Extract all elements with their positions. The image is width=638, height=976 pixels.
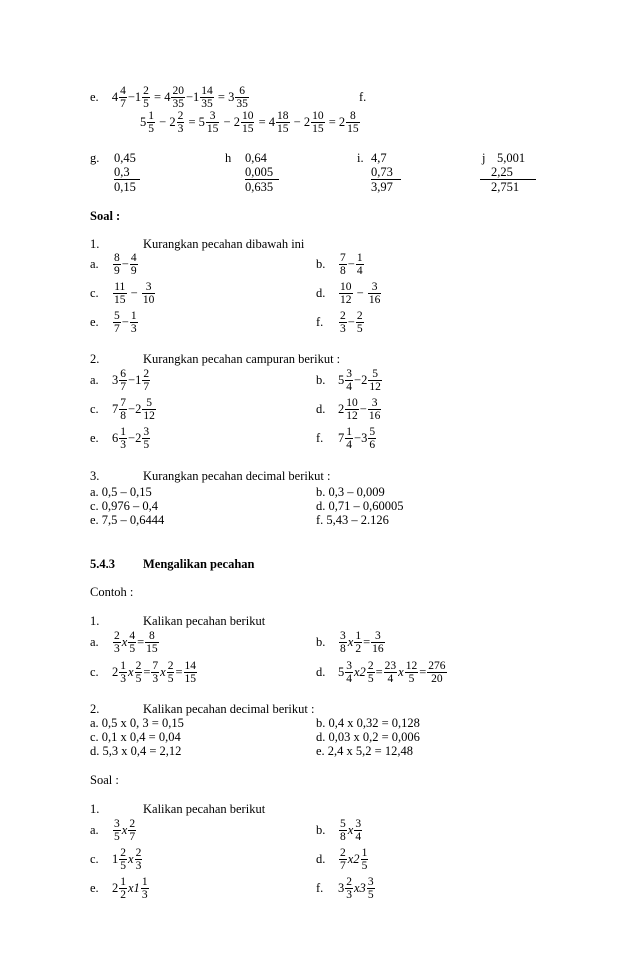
soal-heading: Soal : (90, 209, 121, 223)
soal1-q1-instruction: Kurangkan pecahan dibawah ini (143, 237, 305, 251)
contoh-q2-a: a. 0,5 x 0, 3 = 0,15 (90, 716, 184, 730)
soal2-q1-c: c. 1 $\frac{2}{5}$ x $\frac{2}{3}$ (90, 847, 142, 873)
soal1-q2-d: d. 2 $\frac{10}{12}$ − $\frac{3}{16}$ (316, 397, 381, 423)
contoh-q2-number: 2. (90, 702, 100, 716)
soal1-q3-d: d. 0,71 – 0,60005 (316, 499, 404, 513)
contoh-q1-c: c. 2 $\frac{1}{3}$ x $\frac{2}{5}$ = $\frac{7}{3}$ x $\frac{2}{5}$ = $\frac{14}{15}$ (90, 660, 196, 686)
soal2-heading: Soal : (90, 773, 119, 787)
soal1-q3-a: a. 0,5 – 0,15 (90, 485, 152, 499)
soal2-q1-instruction: Kalikan pecahan berikut (143, 802, 266, 816)
contoh-q2-c: c. 0,1 x 0,4 = 0,04 (90, 730, 181, 744)
soal2-q1-number: 1. (90, 802, 100, 816)
soal2-q1-f: f. 3 $\frac{2}{3}$ x3 $\frac{3}{5}$ (316, 876, 374, 902)
contoh-q1-d: d. 5 $\frac{3}{4}$ x2 $\frac{2}{5}$ = $\frac{23}{4}$ x $\frac{12}{5}$ = $\frac{276}{20}$ (316, 660, 446, 686)
soal1-q3-e: e. 7,5 – 0,6444 (90, 513, 165, 527)
soal1-q1-a: a. $\frac{8}{9}$ − $\frac{4}{9}$ (90, 252, 137, 278)
section-title: Mengalikan pecahan (143, 557, 255, 571)
contoh-q2-d: d. 0,03 x 0,2 = 0,006 (316, 730, 420, 744)
soal1-q1-d: d. $\frac{10}{12}$ − $\frac{3}{16}$ (316, 281, 381, 307)
contoh-q1-number: 1. (90, 614, 100, 628)
soal2-q1-d: d. $\frac{2}{7}$ x2 $\frac{1}{5}$ (316, 847, 368, 873)
contoh-q2-e: d. 5,3 x 0,4 = 2,12 (90, 744, 182, 758)
soal1-q3-instruction: Kurangkan pecahan decimal berikut : (143, 469, 331, 483)
contoh-q2-f: e. 2,4 x 5,2 = 12,48 (316, 744, 413, 758)
soal1-q3-c: c. 0,976 – 0,4 (90, 499, 159, 513)
contoh-q1-a: a. $\frac{2}{3}$ x $\frac{4}{5}$ = $\frac{8}{15}$ (90, 630, 158, 656)
soal1-q3-number: 3. (90, 469, 100, 483)
example-f-label: f. (359, 90, 367, 104)
contoh-q1-b: b. $\frac{3}{8}$ x $\frac{1}{2}$ = $\frac{3}{16}$ (316, 630, 384, 656)
soal1-q2-e: e. 6 $\frac{1}{3}$ −2 $\frac{3}{5}$ (90, 426, 150, 452)
section-number: 5.4.3 (90, 557, 115, 571)
contoh-q1-instruction: Kalikan pecahan berikut (143, 614, 266, 628)
contoh-q2-b: b. 0,4 x 0,32 = 0,128 (316, 716, 420, 730)
example-e: e. 4 $\frac{4}{7}$ −1 $\frac{2}{5}$ = 4 $\frac{20}{35}$ −1 $\frac{14}{35}$ = 3 $\frac{6}{35}$ (90, 85, 248, 111)
contoh-q2-instruction: Kalikan pecahan decimal berikut : (143, 702, 315, 716)
soal1-q3-f: f. 5,43 – 2.126 (316, 513, 389, 527)
soal1-q1-f: f. $\frac{2}{3}$ − $\frac{2}{5}$ (316, 310, 363, 336)
soal1-q2-instruction: Kurangkan pecahan campuran berikut : (143, 352, 341, 366)
soal1-q1-e: e. $\frac{5}{7}$ − $\frac{1}{3}$ (90, 310, 137, 336)
soal2-q1-e: e. 2 $\frac{1}{2}$ x1 $\frac{1}{3}$ (90, 876, 148, 902)
contoh-heading: Contoh : (90, 585, 134, 599)
soal1-q3-b: b. 0,3 – 0,009 (316, 485, 385, 499)
soal1-q2-f: f. 7 $\frac{1}{4}$ −3 $\frac{5}{6}$ (316, 426, 376, 452)
soal1-q1-c: c. $\frac{11}{15}$ − $\frac{3}{10}$ (90, 281, 155, 307)
soal2-q1-a: a. $\frac{3}{5}$ x $\frac{2}{7}$ (90, 818, 136, 844)
soal1-q2-number: 2. (90, 352, 100, 366)
soal1-q1-b: b. $\frac{7}{8}$ − $\frac{1}{4}$ (316, 252, 363, 278)
soal1-q2-c: c. 7 $\frac{7}{8}$ −2 $\frac{5}{12}$ (90, 397, 155, 423)
soal1-q1-number: 1. (90, 237, 100, 251)
soal1-q2-a: a. 3 $\frac{6}{7}$ −1 $\frac{2}{7}$ (90, 368, 150, 394)
soal2-q1-b: b. $\frac{5}{8}$ x $\frac{3}{4}$ (316, 818, 362, 844)
soal1-q2-b: b. 5 $\frac{3}{4}$ −2 $\frac{5}{12}$ (316, 368, 381, 394)
example-f: 5 $\frac{1}{5}$ − 2 $\frac{2}{3}$ = 5 $\frac{3}{15}$ − 2 $\frac{10}{15}$ = 4 $\frac{18}{15}$ − 2 $\frac{10}{15}$ = 2 $\frac{8}{15}$ (140, 110, 359, 136)
